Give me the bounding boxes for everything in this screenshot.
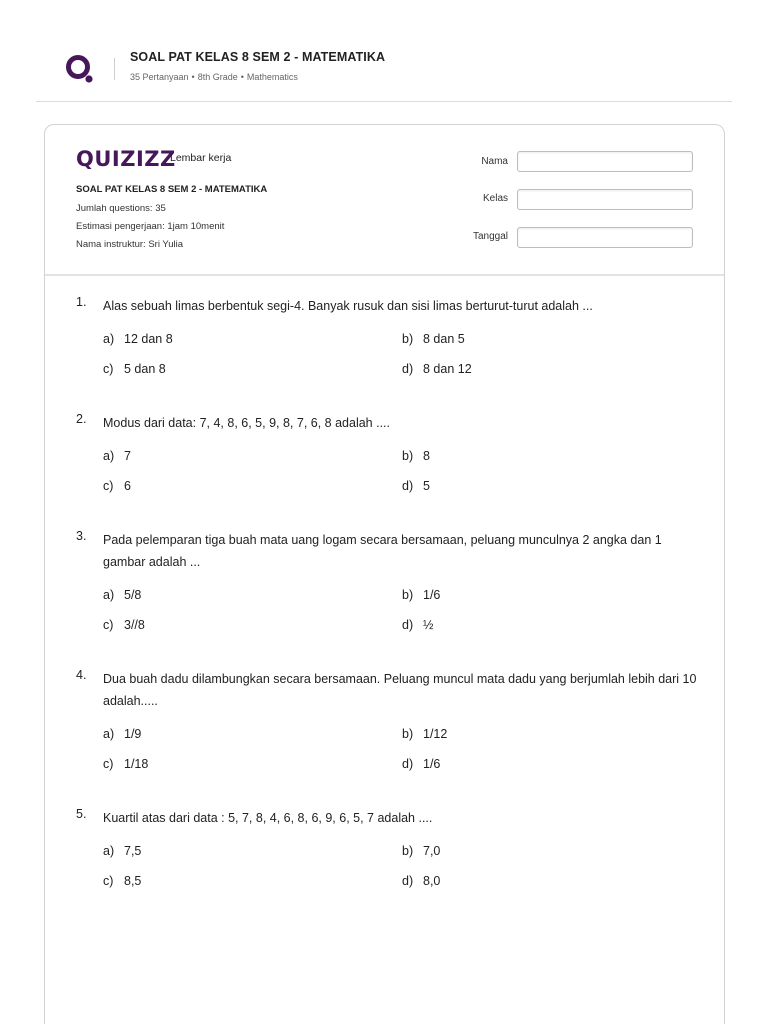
question-item [45,529,724,668]
answer-options [103,726,703,786]
worksheet-label: Lembar kerja [170,152,232,164]
answer-option[interactable]: b) 8 [402,449,430,463]
answer-option[interactable]: b) 1/6 [402,588,441,602]
question-number: 4. [76,668,87,682]
question-text: Dua buah dadu dilambungkan secara bersamaan. Peluang muncul mata dadu yang berjumlah lebih dari 10 adalah..... [103,672,697,708]
instructor-info: Nama instruktur: Sri Yulia [76,239,184,250]
answer-options [103,843,703,903]
question-number: 5. [76,807,87,821]
answer-option[interactable]: d) ½ [402,618,434,632]
date-field[interactable] [517,227,693,248]
worksheet [44,124,725,1024]
document-meta [130,72,298,82]
question-text: Modus dari data: 7, 4, 8, 6, 5, 9, 8, 7, 6, 8 adalah .... [103,416,390,430]
name-field[interactable] [517,151,693,172]
class-field[interactable] [517,189,693,210]
answer-option[interactable]: b) 8 dan 5 [402,332,465,346]
question-item [45,807,724,924]
meta-grade: 8th Grade [197,72,238,82]
estimated-time-info: Estimasi pengerjaan: 1jam 10menit [76,221,225,232]
date-label: Tanggal [472,231,508,242]
quizizz-q-logo-icon[interactable] [64,53,96,85]
header-divider [114,58,115,80]
question-text: Kuartil atas dari data : 5, 7, 8, 4, 6, 8, 6, 9, 6, 5, 7 adalah .... [103,811,433,825]
question-item [45,295,724,412]
meta-question-count: 35 Pertanyaan [130,72,189,82]
worksheet-title: SOAL PAT KELAS 8 SEM 2 - MATEMATIKA [76,184,268,195]
question-item [45,412,724,529]
answer-option[interactable]: c) 3//8 [103,618,145,632]
meta-separator: • [191,72,195,82]
answer-option[interactable]: b) 7,0 [402,844,441,858]
meta-subject: Mathematics [246,72,298,82]
answer-options [103,331,703,391]
answer-option[interactable]: d) 8,0 [402,874,441,888]
answer-options [103,587,703,647]
question-item [45,668,724,807]
answer-option[interactable]: c) 8,5 [103,874,142,888]
answer-option[interactable]: d) 8 dan 12 [402,362,472,376]
answer-option[interactable]: a) 7,5 [103,844,142,858]
question-number: 1. [76,295,87,309]
question-number: 3. [76,529,87,543]
answer-option[interactable]: a) 12 dan 8 [103,332,173,346]
question-text: Alas sebuah limas berbentuk segi-4. Banyak rusuk dan sisi limas berturut-turut adalah ... [103,299,593,313]
meta-separator: • [240,72,244,82]
quizizz-wordmark: QUIZIZZ [76,147,176,171]
answer-options [103,448,703,508]
document-header [36,40,732,102]
answer-option[interactable]: a) 5/8 [103,588,142,602]
answer-option[interactable]: c) 1/18 [103,757,149,771]
answer-option[interactable]: a) 7 [103,449,131,463]
class-label: Kelas [482,193,508,204]
answer-option[interactable]: a) 1/9 [103,727,142,741]
name-label: Nama [481,156,508,167]
worksheet-header [45,125,724,276]
answer-option[interactable]: c) 6 [103,479,131,493]
question-text: Pada pelemparan tiga buah mata uang logam secara bersamaan, peluang munculnya 2 angka dan 1 gambar adalah ... [103,533,662,569]
answer-option[interactable]: b) 1/12 [402,727,448,741]
question-number: 2. [76,412,87,426]
question-count-info: Jumlah questions: 35 [76,203,166,214]
answer-option[interactable]: d) 5 [402,479,430,493]
document-title: SOAL PAT KELAS 8 SEM 2 - MATEMATIKA [130,50,386,64]
answer-option[interactable]: c) 5 dan 8 [103,362,166,376]
answer-option[interactable]: d) 1/6 [402,757,441,771]
question-list [45,295,724,924]
